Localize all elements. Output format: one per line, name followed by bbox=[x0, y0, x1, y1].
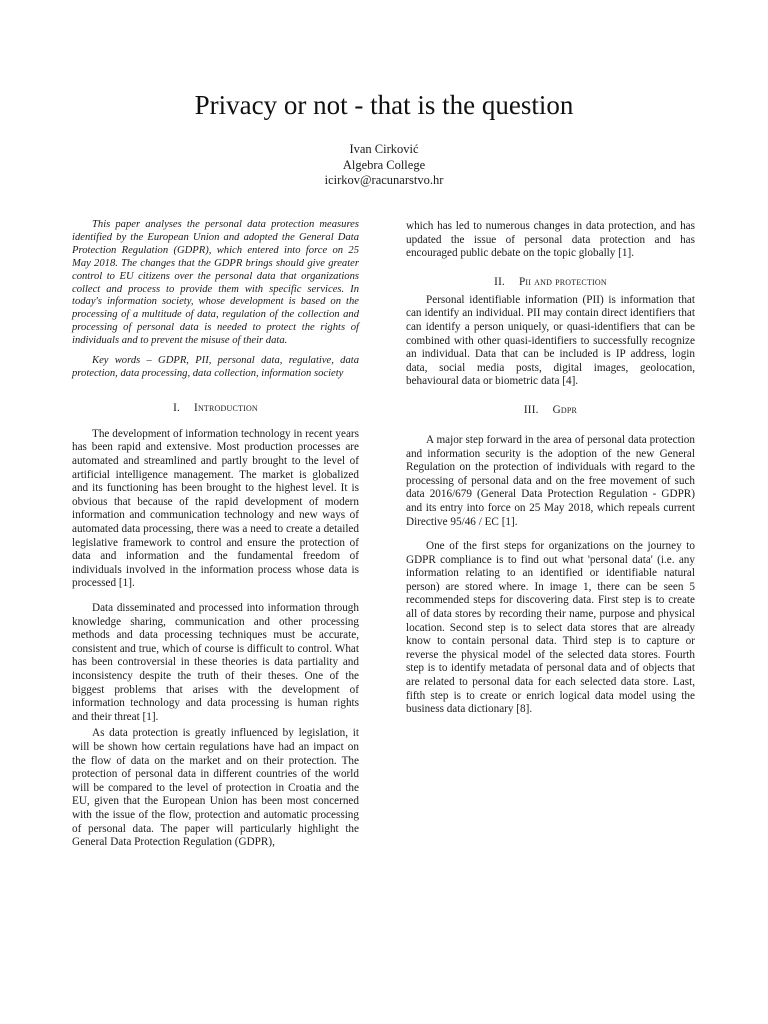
body-paragraph: As data protection is greatly influenced by legislation, it will be shown how certain regulations have had an impact on the flow of data on the market and on their protection. The protection of personal data in different countries of the world will be compared to the level of protection in Croatia and the EU, given that the European Union has been most concerned with the issue of the flow, protection and automatic processing of personal data. The paper will particularly highlight the General Data Protection Regulation (GDPR), bbox=[72, 727, 359, 849]
section-number: I. bbox=[173, 401, 181, 414]
body-paragraph: One of the first steps for organizations on the journey to GDPR compliance is to find out what 'personal data' (i.e. any information relating to an identified or identifiable natural person) are stored where. In image 1, there can be seen 5 recommended steps for discovering data. First step is to create all of data stores by recording their name, purpose and physical location. Second step is to select data stores that are already know to contain personal data. Third step is to capture or reverse the physical model of the selected data stores. Fourth step is to identify metadata of personal data and of objects that are related to personal data for each selected data store. Last, fifth step is to create or enrich logical data model using the business data dictionary [8]. bbox=[406, 540, 695, 716]
keywords: Key words – GDPR, PII, personal data, regulative, data protection, data processing, data collection, information society bbox=[72, 355, 359, 379]
section-heading-pii bbox=[406, 275, 695, 289]
body-paragraph: The development of information technology in recent years has been rapid and extensive. Most production processes are automated and streamlined and partly brought to the level of artificial intelligence management. The market is globalized and its functioning has been brought to the highest level. It is obvious that because of the rapid development of modern information and communication technology and new ways of automated data processing, there was a need to create a detailed legislative framework to control and ensure the protection of data and information and the fundamental freedom of individuals involved in the information process whose data is processed [1]. bbox=[72, 427, 359, 590]
paper-title: Privacy or not - that is the question bbox=[194, 90, 574, 120]
section-heading-gdpr bbox=[406, 403, 695, 417]
section-title: Pii and protection bbox=[519, 275, 607, 288]
author-affiliation: Algebra College bbox=[342, 157, 426, 172]
author-email: icirkov@racunarstvo.hr bbox=[324, 173, 444, 187]
abstract-text: This paper analyses the personal data protection measures identified by the European Union and adopted the General Data Protection Regulation (GDPR), which entered into force on 25 May 2018. The changes that the GDPR brings should give greater control to EU citizens over the personal data that organizations collect and process to provide them with specific services. In today's information society, whose development is based on the processing of a multitude of data, regulation of the collection and processing of personal data is needed to protect the rights of individuals and to prevent the misuse of their data. bbox=[72, 219, 359, 347]
section-heading-introduction bbox=[72, 401, 359, 415]
section-title: Introduction bbox=[194, 401, 258, 414]
section-number: III. bbox=[523, 403, 539, 416]
body-paragraph: Personal identifiable information (PII) is information that can identify an individual. PII may contain direct identifiers that can identify a person uniquely, or quasi-identifiers that can be combined with other quasi-identifiers to successfully recognize an individual. Data that can be included is IP address, login data, social media posts, digital images, geolocation, behavioural data or biometric data [4]. bbox=[406, 293, 695, 388]
left-column bbox=[72, 219, 359, 850]
abstract bbox=[72, 219, 359, 381]
body-paragraph-continued: which has led to numerous changes in data protection, and has updated the issue of personal data protection and has encouraged public debate on the topic globally [1]. bbox=[406, 220, 695, 260]
author-name: Ivan Cirković bbox=[349, 142, 419, 156]
section-number: II. bbox=[494, 275, 505, 288]
body-paragraph: Data disseminated and processed into information through knowledge sharing, communication and other processing methods and data processing techniques must be accurate, consistent and true, which of course is difficult to control. What has been controversial in these theories is data partiality and inconsistency despite the truth of their theses. One of the biggest problems that arises with the development of information technology and data processing is human rights and their threat [1]. bbox=[72, 602, 359, 723]
body-paragraph: A major step forward in the area of personal data protection and information security is the adoption of the new General Regulation on the protection of individuals with regard to the processing of personal data and on the free movement of such data 2016/679 (General Data Protection Regulation - GDPR) and its entry into force on 25 May 2018, which repeals current Directive 95/46 / EC [1]. bbox=[406, 433, 695, 528]
section-title: Gdpr bbox=[552, 403, 578, 416]
author-block bbox=[0, 142, 768, 189]
right-column bbox=[406, 220, 695, 717]
